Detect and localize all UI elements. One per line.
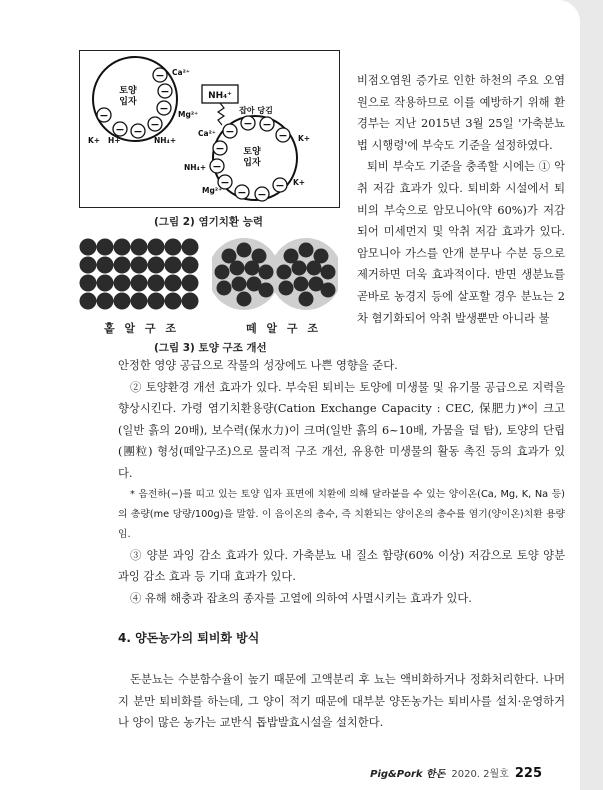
aggregate-label: 떼 알 구 조: [246, 322, 321, 335]
figure-3-caption: (그림 3) 토양 구조 개선: [154, 342, 267, 354]
cec-footnote: * 음전하(−)를 띠고 있는 토양 입자 표면에 치환에 의해 달라붙을 수 있는 양이온(Ca, Mg, K, Na 등)의 총량(me 당량/100g)을 말함. 이 음이온의 총수, 즉 치환되는 양이온의 총수를 염기(양이온)치환 용량임.: [118, 488, 565, 540]
svg-text:−: −: [212, 160, 222, 173]
svg-text:−: −: [257, 188, 267, 201]
svg-text:−: −: [133, 125, 143, 138]
svg-text:−: −: [275, 179, 285, 192]
page-footer: [370, 765, 542, 781]
ion-k-left: K+: [88, 136, 101, 145]
nh4-box-label: NH₄⁺: [208, 91, 232, 101]
section-4-body: [118, 669, 565, 734]
ion-nh4-low: NH₄+: [184, 163, 207, 172]
right-column-text: [357, 70, 565, 329]
svg-text:−: −: [150, 118, 160, 131]
svg-text:−: −: [99, 109, 109, 122]
svg-text:−: −: [155, 69, 165, 82]
ion-mg-top: Mg²⁺: [178, 110, 199, 119]
right-column-paragraph-2: 퇴비 부숙도 기준을 충족할 시에는 ① 악취 저감 효과가 있다. 퇴비화 시설에서 퇴비의 부숙으로 암모니아(약 60%)가 저감되어 미세먼지 및 악취 저감 효과가 있다. 암모니아 가스를 안개 분무나 수분 등으로 제거하면 더욱 효과적이다. 반면 생분뇨를 곧바로 농경지 등에 살포할 경우 분뇨는 2차 혐기화되어 악취 발생뿐만 아니라 불: [357, 160, 565, 325]
item-2-paragraph: ② 토양환경 개선 효과가 있다. 부숙된 퇴비는 토양에 미생물 및 유기물 공급으로 지력을 향상시킨다. 가령 염기치환용량(Cation Exchange Capacity : CEC, 保肥力)*이 크고(일반 흙의 20배), 보수력(保水力)이 크며(일반 흙의 6~10배, 가뭄을 덜 탐), 토양의 단립(團粒) 형성(떼알구조)으로 물리적 구조 개선, 유용한 미생물의 활동 촉진 등의 효과가 있다.: [118, 380, 565, 480]
svg-text:−: −: [262, 118, 272, 131]
continuation-line: 안정한 영양 공급으로 작물의 성장에도 나쁜 영향을 준다.: [118, 359, 398, 372]
pull-label: 잡아 당김: [239, 106, 273, 115]
figure-2-caption: (그림 2) 염기치환 능력: [154, 216, 264, 228]
single-grain-label: 홑 알 구 조: [104, 322, 179, 335]
ion-ca-mid: Ca²⁺: [198, 129, 216, 138]
single-grain-structure-figure: [79, 238, 202, 310]
aggregate-structure-figure: [212, 236, 338, 312]
svg-text:−: −: [215, 142, 225, 155]
svg-text:−: −: [115, 123, 125, 136]
svg-text:−: −: [220, 176, 230, 189]
svg-text:−: −: [243, 117, 253, 130]
svg-text:−: −: [160, 85, 170, 98]
svg-text:−: −: [225, 125, 235, 138]
right-column-paragraph-1: 비점오염원 증가로 인한 하천의 주요 오염원으로 작용하므로 이를 예방하기 위해 환경부는 지난 2015년 3월 25일 '가축분뇨법 시행령'에 부숙도 기준을 설정하였다.: [357, 74, 565, 152]
page-number: 225: [514, 766, 542, 781]
item-3-paragraph: ③ 양분 과잉 감소 효과가 있다. 가축분뇨 내 질소 함량(60% 이상) 저감으로 토양 양분 과잉 감소 효과 등 기대 효과가 있다.: [118, 548, 565, 584]
ion-h-left: H+: [108, 136, 121, 145]
issue-date: 2020. 2월호: [451, 769, 509, 780]
ion-nh4-left: NH₄+: [154, 136, 177, 145]
bottom-particle-label: 토양 입자: [243, 147, 261, 168]
svg-text:−: −: [237, 186, 247, 199]
section-4-heading: 4. 양돈농가의 퇴비화 방식: [118, 631, 260, 645]
svg-text:−: −: [159, 102, 169, 115]
section-4-paragraph: 돈분뇨는 수분함수율이 높기 때문에 고액분리 후 뇨는 액비화하거나 정화처리한다. 나머지 분만 퇴비화를 하는데, 그 양이 적기 때문에 대부분 양돈농가는 퇴비사를 설치·운영하거나 양이 많은 농가는 교반식 톱밥발효시설을 설치한다.: [118, 673, 565, 730]
top-particle-label: 토양 입자: [119, 86, 137, 107]
body-text-block: [118, 355, 565, 609]
svg-text:−: −: [278, 129, 288, 142]
ion-ca-top: Ca²⁺: [172, 68, 190, 77]
ion-mg-bottom: Mg²⁺: [202, 186, 223, 195]
ion-k-right: K+: [298, 134, 311, 143]
figure-2-diagram: [79, 50, 340, 208]
ion-k-bottom-right: K+: [293, 178, 306, 187]
item-4-paragraph: ④ 유해 해충과 잡초의 종자를 고열에 의하여 사멸시키는 효과가 있다.: [130, 591, 472, 605]
cation-exchange-illustration: [80, 51, 339, 207]
magazine-logo: Pig&Pork 한돈: [370, 769, 446, 780]
